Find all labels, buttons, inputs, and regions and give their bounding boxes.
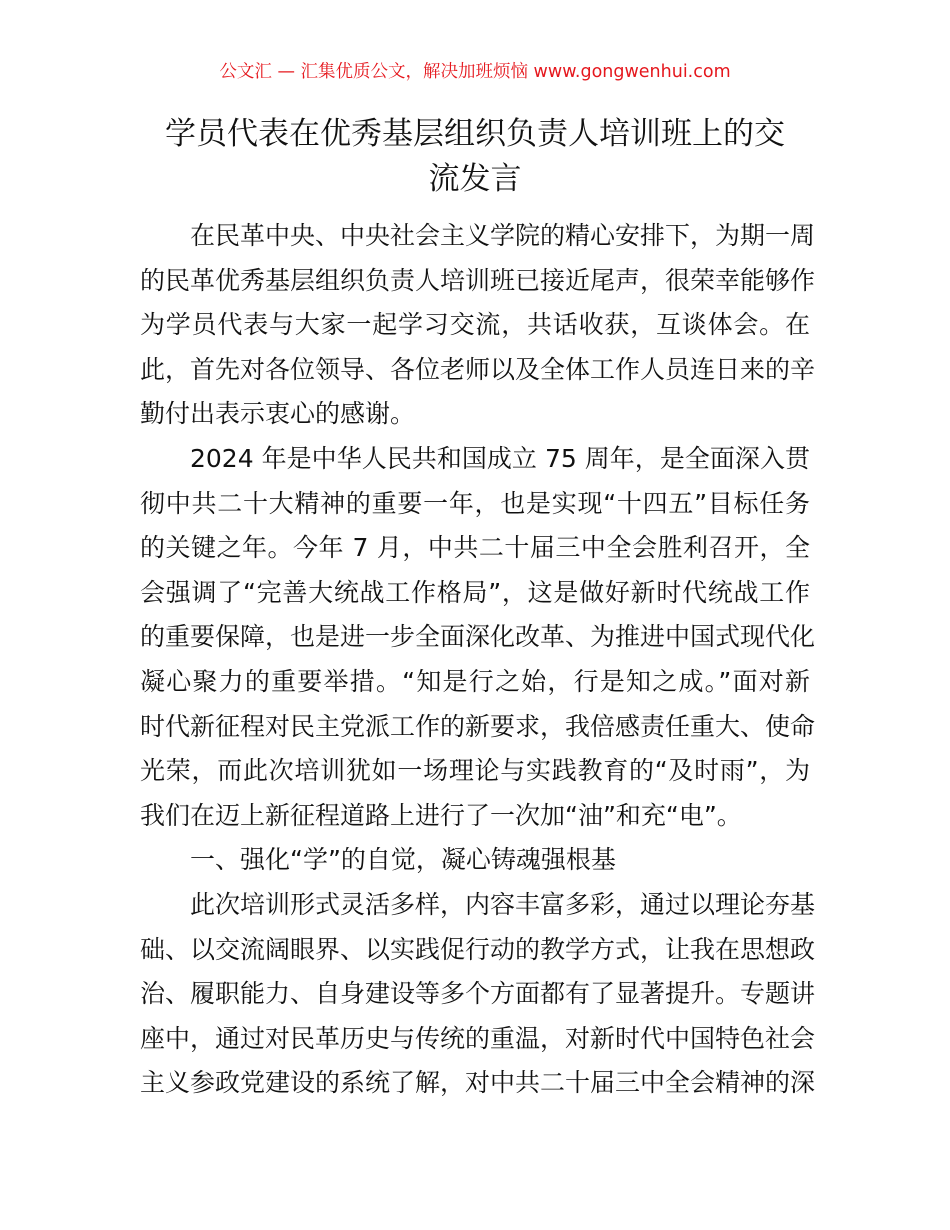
title-line: 流发言: [428, 161, 522, 197]
text-line: 主义参政党建设的系统了解，对中共二十届三中全会精神的深: [140, 1068, 816, 1098]
text-line: 光荣，而此次培训犹如一场理论与实践教育的“及时雨”，为: [140, 756, 810, 786]
text-line: 座中，通过对民革历史与传统的重温，对新时代中国特色社会: [140, 1023, 816, 1053]
document-body: [140, 214, 816, 1106]
text-line: 会强调了“完善大统战工作格局”，这是做好新时代统战工作: [140, 577, 810, 607]
text-line: 勤付出表示衷心的感谢。: [140, 399, 416, 429]
text-line: 在民革中央、中央社会主义学院的精心安排下，为期一周: [190, 221, 816, 250]
text-line: 此，首先对各位领导、各位老师以及全体工作人员连日来的辛: [140, 354, 816, 384]
text-line: 础、以交流阔眼界、以实践促行动的教学方式，让我在思想政: [140, 934, 816, 964]
text-line: 的民革优秀基层组织负责人培训班已接近尾声，很荣幸能够作: [140, 265, 816, 295]
paragraph: [140, 437, 816, 838]
text-line: 时代新征程对民主党派工作的新要求，我倍感责任重大、使命: [140, 711, 816, 741]
title-line: 学员代表在优秀基层组织负责人培训班上的交: [165, 116, 785, 152]
text-line: 为学员代表与大家一起学习交流，共话收获，互谈体会。在: [140, 310, 810, 340]
site-watermark-header: 公文汇 — 汇集优质公文，解决加班烦恼 www.gongwenhui.com: [219, 62, 731, 82]
text-line: 一、强化“学”的自觉，凝心铸魂强根基: [190, 845, 616, 875]
text-line: 2024 年是中华人民共和国成立 75 周年，是全面深入贯: [190, 443, 810, 473]
text-line: 我们在迈上新征程道路上进行了一次加“油”和充“电”。: [140, 800, 742, 830]
section-heading: [140, 838, 810, 883]
document-title: [140, 112, 810, 202]
text-line: 治、履职能力、自身建设等多个方面都有了显著提升。专题讲: [140, 979, 816, 1009]
paragraph: [140, 214, 816, 437]
paragraph: [140, 883, 816, 1106]
text-line: 彻中共二十大精神的重要一年，也是实现“十四五”目标任务: [140, 488, 810, 518]
text-line: 凝心聚力的重要举措。“知是行之始，行是知之成。”面对新: [140, 666, 810, 696]
text-line: 的关键之年。今年 7 月，中共二十届三中全会胜利召开，全: [140, 533, 810, 563]
text-line: 此次培训形式灵活多样，内容丰富多彩，通过以理论夯基: [190, 889, 816, 919]
text-line: 的重要保障，也是进一步全面深化改革、为推进中国式现代化: [140, 622, 816, 652]
